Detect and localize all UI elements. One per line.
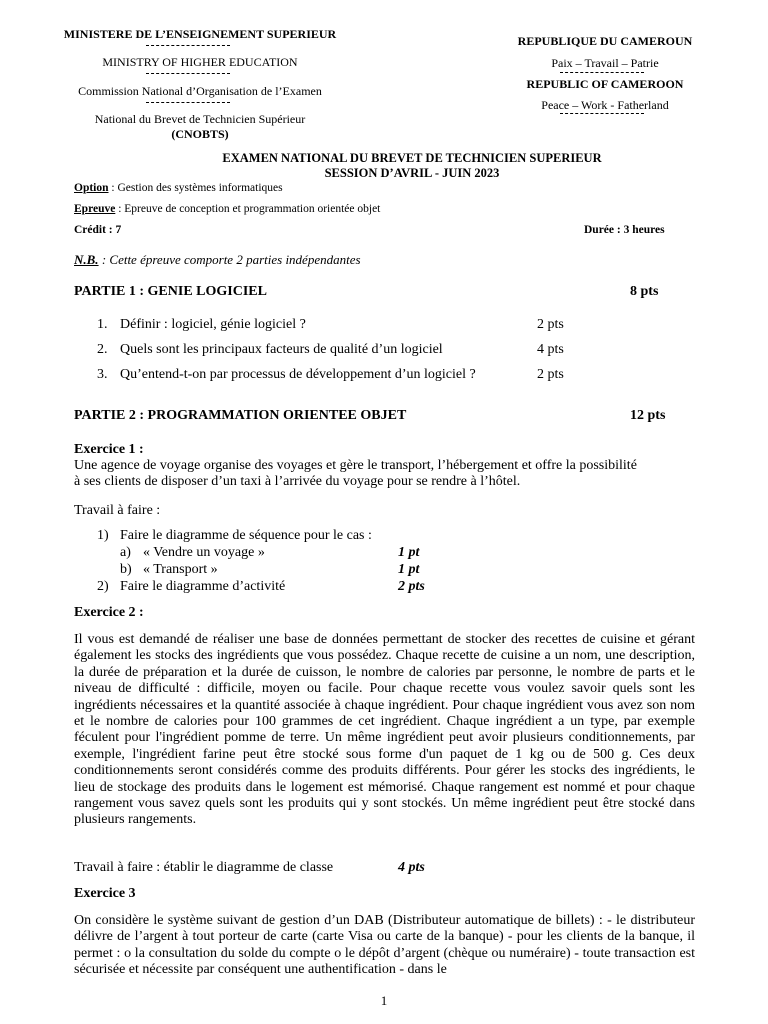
task-points: 1 pt <box>398 562 420 577</box>
epreuve-value: : Epreuve de conception et programmation orientée objet <box>115 203 381 215</box>
question-text: Qu’entend-t-on par processus de développement d’un logiciel ? <box>120 367 476 382</box>
nb-label: N.B. <box>74 252 99 267</box>
epreuve-line <box>74 203 380 215</box>
exercise1-task: Travail à faire : <box>74 503 161 518</box>
question-points: 4 pts <box>537 342 564 357</box>
task-text: « Transport » <box>143 562 218 577</box>
question-number: 1. <box>97 317 108 332</box>
task-number: b) <box>120 562 132 577</box>
exercise3-text: On considère le système suivant de gestion d’un DAB (Distributeur automatique de billets) : - le distributeur délivre de l’argent à tout porteur de carte (carte Visa ou carte de la banque) - pour les clients de la banque, il permet : o la consultation du solde du compte o le dépôt d’argent (chèque ou numéraire) - toute transaction est sécurisée et nécessite par conséquent une authentification - dans le <box>74 913 695 978</box>
exercise2-task: Travail à faire : établir le diagramme de classe <box>74 860 334 875</box>
separator <box>146 45 230 46</box>
exercise2-title: Exercice 2 : <box>74 605 144 620</box>
republic-en: REPUBLIC OF CAMEROON <box>526 77 684 91</box>
option-value: : Gestion des systèmes informatiques <box>108 182 283 194</box>
question-number: 2. <box>97 342 108 357</box>
task-number: 2) <box>97 579 109 594</box>
commission-name: Commission National d’Organisation de l’Examen <box>78 84 322 98</box>
question-number: 3. <box>97 367 108 382</box>
commission-acronym: (CNOBTS) <box>171 127 229 141</box>
motto-en: Peace – Work - Fatherland <box>541 98 669 112</box>
task-text: « Vendre un voyage » <box>143 545 265 560</box>
nb-text: : Cette épreuve comporte 2 parties indépendantes <box>98 252 361 267</box>
separator <box>560 113 644 114</box>
task-number: a) <box>120 545 131 560</box>
task-points: 1 pt <box>398 545 420 560</box>
question-points: 2 pts <box>537 317 564 332</box>
epreuve-label: Epreuve <box>74 203 116 215</box>
option-line <box>74 182 283 194</box>
part2-points: 12 pts <box>630 408 666 423</box>
credit: Crédit : 7 <box>74 224 122 236</box>
separator <box>146 73 230 74</box>
exercise2-points: 4 pts <box>398 860 425 875</box>
task-text: Faire le diagramme d’activité <box>120 579 286 594</box>
nb-note <box>74 252 361 268</box>
task-text: Faire le diagramme de séquence pour le cas : <box>120 528 372 543</box>
part1-title: PARTIE 1 : GENIE LOGICIEL <box>74 284 267 299</box>
part2-title: PARTIE 2 : PROGRAMMATION ORIENTEE OBJET <box>74 408 407 423</box>
page-number: 1 <box>380 993 388 1008</box>
ministry-fr: MINISTERE DE L’ENSEIGNEMENT SUPERIEUR <box>63 27 337 41</box>
exercise1-text: Une agence de voyage organise des voyages et gère le transport, l’hébergement et offre la possibilité à ses clients de disposer d’un taxi à l’arrivée du voyage pour se rendre à l’hôtel. <box>74 458 637 490</box>
separator <box>146 102 230 103</box>
exercise1-title: Exercice 1 : <box>74 442 144 457</box>
motto-fr: Paix – Travail – Patrie <box>551 56 659 70</box>
task-points: 2 pts <box>398 579 425 594</box>
commission-name-cont: National du Brevet de Technicien Supérieur <box>94 112 306 126</box>
exercise2-text: Il vous est demandé de réaliser une base de données permettant de stocker des recettes de cuisine et gérant également les stocks des ingrédients que vous possédez. Chaque recette de cuisine a un nom, une description, la durée de préparation et la durée de cuisson, le nombre de calories par personne, le nombre de parts et le niveau de difficulté : difficile, moyen ou facile. Pour chaque recette vous voulez savoir quels sont les ingrédients nécessaires et la quantité associée à chaque ingrédient. Pour chaque ingrédient vous avez son nom et le nombre de calories pour 100 grammes de cet ingrédient. Chaque ingrédient a un type, par exemple féculent pour l'ingrédient pomme de terre. Un même ingrédient peut avoir plusieurs conditionnements, par exemple, l'ingrédient farine peut être stocké sous forme d'un paquet de 1 kg ou de 500 g. Ces deux conditionnements seront considérés comme des produits différents. Pour gérer les stocks des ingrédients, le lieu de stockage des produits dans le logement est mémorisé. Chaque rangement est nommé et pour chaque rangement vous savez quels sont les produits qui y sont stockés. Un même ingrédient peut être stocké dans plusieurs rangements. <box>74 632 695 828</box>
ministry-en: MINISTRY OF HIGHER EDUCATION <box>102 55 298 69</box>
question-text: Définir : logiciel, génie logiciel ? <box>120 317 306 332</box>
exam-session: SESSION D’AVRIL - JUIN 2023 <box>324 166 500 180</box>
duration: Durée : 3 heures <box>584 224 665 236</box>
part1-points: 8 pts <box>630 284 659 299</box>
option-label: Option <box>74 182 109 194</box>
task-number: 1) <box>97 528 109 543</box>
separator <box>560 72 644 73</box>
question-points: 2 pts <box>537 367 564 382</box>
republic-fr: REPUBLIQUE DU CAMEROUN <box>517 34 693 48</box>
exam-title: EXAMEN NATIONAL DU BREVET DE TECHNICIEN SUPERIEUR <box>222 151 602 165</box>
exercise3-title: Exercice 3 <box>74 886 136 901</box>
question-text: Quels sont les principaux facteurs de qualité d’un logiciel <box>120 342 443 357</box>
